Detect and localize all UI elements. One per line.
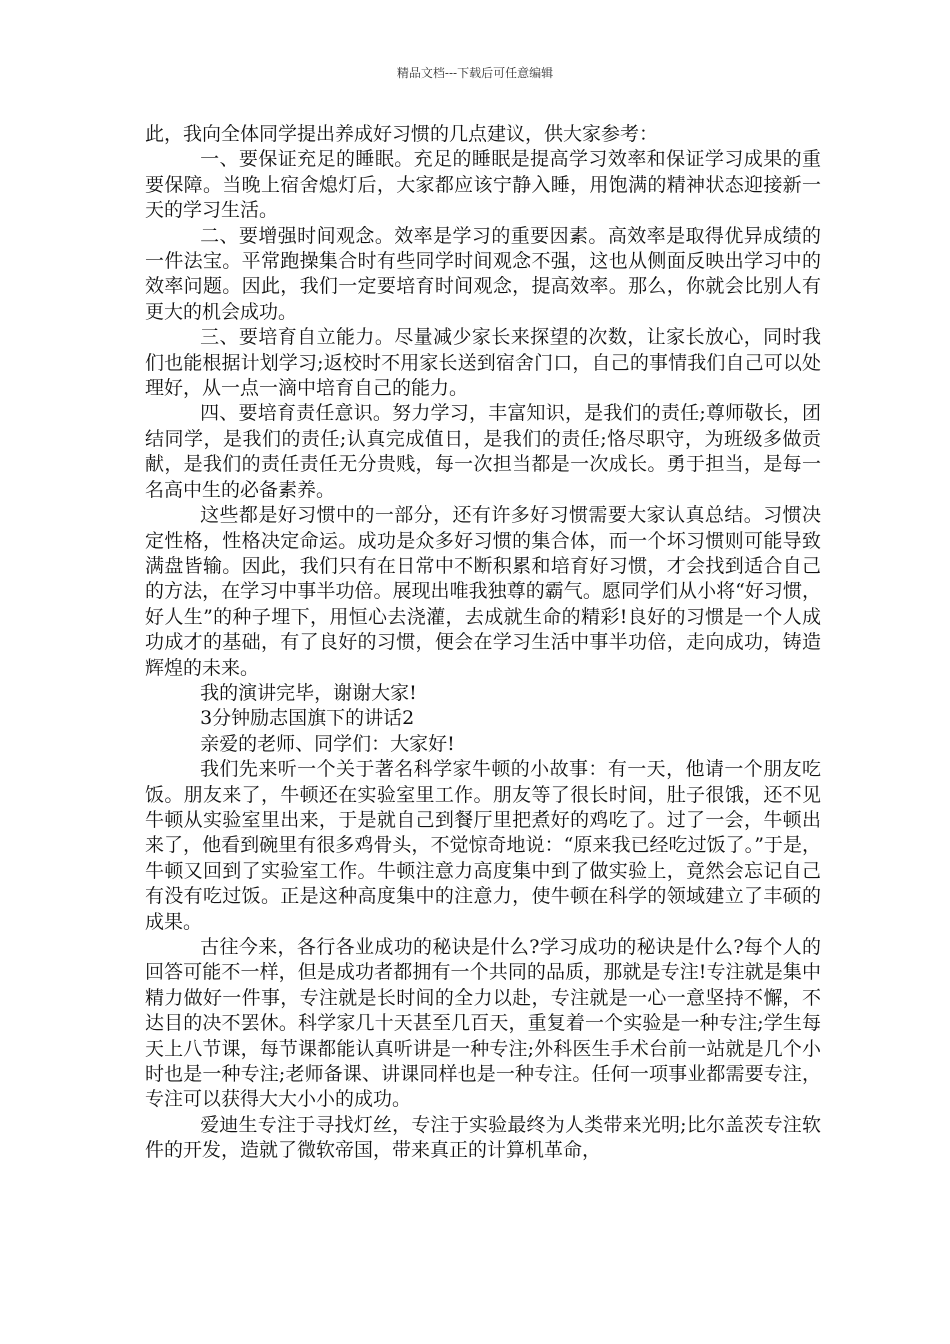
paragraph-suggestion-time: 二、要增强时间观念。效率是学习的重要因素。高效率是取得优异成绩的一件法宝。平常跑操集合时有些同学时间观念不强，这也从侧面反映出学习中的效率问题。因此，我们一定要培育时间观念，提高效率。那么，你就会比别人有更大的机会成功。 xyxy=(145,224,821,323)
paragraph-summary: 这些都是好习惯中的一部分，还有许多好习惯需要大家认真总结。习惯决定性格，性格决定命运。成功是众多好习惯的集合体，而一个坏习惯则可能导致满盘皆输。因此，我们只有在日常中不断积累和培育好习惯，才会找到适合自己的方法，在学习中事半功倍。展现出唯我独尊的霸气。愿同学们从小将“好习惯，好人生”的种子埋下，用恒心去浇灌，去成就生命的精彩!良好的习惯是一个人成功成才的基础，有了良好的习惯，便会在学习生活中事半功倍，走向成功，铸造辉煌的未来。 xyxy=(145,504,821,679)
page-header: 精品文档---下载后可任意编辑 xyxy=(396,66,554,80)
paragraph-closing: 我的演讲完毕，谢谢大家! xyxy=(200,681,417,704)
paragraph-suggestion-sleep: 一、要保证充足的睡眠。充足的睡眠是提高学习效率和保证学习成果的重要保障。当晚上宿舍熄灯后，大家都应该宁静入睡，用饱满的精神状态迎接新一天的学习生活。 xyxy=(145,148,821,222)
paragraph-intro-continuation: 此，我向全体同学提出养成好习惯的几点建议，供大家参考： xyxy=(145,123,659,145)
paragraph-newton-story: 我们先来听一个关于著名科学家牛顿的小故事：有一天，他请一个朋友吃饭。朋友来了，牛顿还在实验室里工作。朋友等了很长时间，肚子很饿，还不见牛顿从实验室里出来，于是就自己到餐厅里把煮好的鸡吃了。过了一会，牛顿出来了，他看到碗里有很多鸡骨头，不觉惊奇地说：“原来我已经吃过饭了。”于是，牛顿又回到了实验室工作。牛顿注意力高度集中到了做实验上，竟然会忘记自己有没有吃过饭。正是这种高度集中的注意力，使牛顿在科学的领域建立了丰硕的成果。 xyxy=(145,758,821,933)
paragraph-suggestion-independence: 三、要培育自立能力。尽量减少家长来探望的次数，让家长放心，同时我们也能根据计划学习;返校时不用家长送到宿舍门口，自己的事情我们自己可以处理好，从一点一滴中培育自己的能力。 xyxy=(145,326,821,400)
paragraph-focus-secret: 古往今来，各行各业成功的秘诀是什么?学习成功的秘诀是什么?每个人的回答可能不一样，但是成功者都拥有一个共同的品质，那就是专注!专注就是集中精力做好一件事，专注就是长时间的全力以赴，专注就是一心一意坚持不懈，不达目的决不罢休。科学家几十天甚至几百天，重复着一个实验是一种专注;学生每天上八节课，每节课都能认真听讲是一种专注;外科医生手术台前一站就是几个小时也是一种专注;老师备课、讲课同样也是一种专注。任何一项事业都需要专注，专注可以获得大大小小的成功。 xyxy=(145,936,821,1111)
speech-title: 3分钟励志国旗下的讲话2 xyxy=(200,707,415,730)
speech-greeting: 亲爱的老师、同学们：大家好! xyxy=(200,732,455,755)
paragraph-suggestion-responsibility: 四、要培育责任意识。努力学习，丰富知识，是我们的责任;尊师敬长，团结同学，是我们的责任;认真完成值日，是我们的责任;恪尽职守，为班级多做贡献，是我们的责任责任无分贵贱，每一次担当都是一次成长。勇于担当，是每一名高中生的必备素养。 xyxy=(145,402,821,501)
document-body xyxy=(145,122,821,1164)
paragraph-edison-gates: 爱迪生专注于寻找灯丝，专注于实验最终为人类带来光明;比尔盖茨专注软件的开发，造就了微软帝国，带来真正的计算机革命， xyxy=(145,1113,821,1162)
